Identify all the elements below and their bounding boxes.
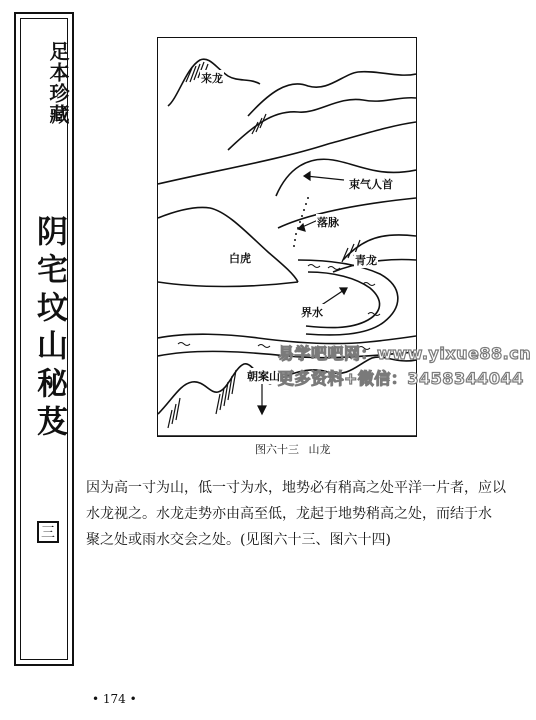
book-title: 阴宅坟山秘芨 <box>31 215 67 443</box>
label-shuqi: 束气人首 <box>349 178 393 191</box>
body-line-2: 水龙视之。水龙走势亦由高至低，龙起于地势稍高之处，而结于水 <box>86 506 492 522</box>
body-line-1: 因为高一寸为山，低一寸为水，地势必有稍高之处平洋一片者，应以 <box>86 480 506 496</box>
figure-caption: 图六十三 山龙 <box>255 443 331 456</box>
label-lailong: 来龙 <box>201 72 223 85</box>
label-luomai: 落脉 <box>317 216 339 229</box>
page-number: • 174 • <box>92 692 137 706</box>
body-text <box>86 475 516 553</box>
label-chaoanshan: 朝案山 <box>247 370 280 383</box>
collection-seal: 足本珍藏 <box>46 41 70 125</box>
watermark-line-1: 易学吧吧网：www.yixue88.cn <box>278 344 532 363</box>
body-line-3: 聚之处或雨水交会之处。(见图六十三、图六十四) <box>86 532 391 548</box>
watermark-line-2: 更多资料+微信：3458344044 <box>278 369 524 388</box>
sidebar-frame <box>14 12 74 666</box>
label-baihu: 白虎 <box>229 252 251 265</box>
label-jieshui: 界水 <box>301 306 323 319</box>
sidebar-inner-border <box>20 18 68 660</box>
chapter-mark: 三 <box>37 521 59 543</box>
label-qinglong: 青龙 <box>355 254 377 267</box>
